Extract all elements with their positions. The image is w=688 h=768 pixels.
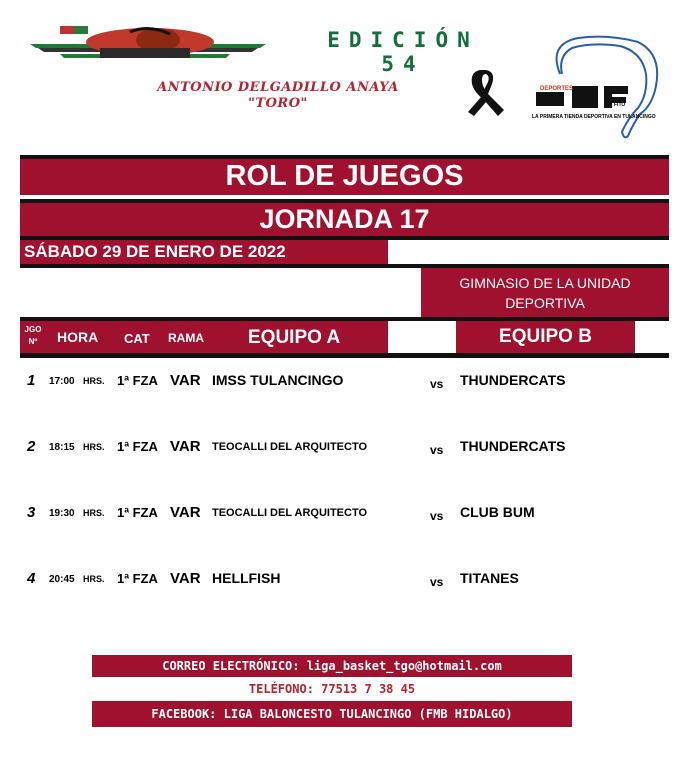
game-hrs: HRS. xyxy=(83,376,105,386)
edition-number: 54 xyxy=(381,52,425,76)
game-hrs: HRS. xyxy=(83,442,105,452)
edition-label: EDICIÓN xyxy=(327,28,479,52)
column-game-number: JGO Nº xyxy=(24,325,42,346)
sponsor-brand-top: DEPORTES xyxy=(540,86,574,92)
column-category: CAT xyxy=(124,331,150,346)
column-branch: RAMA xyxy=(168,331,204,345)
team-b: THUNDERCATS xyxy=(460,372,566,388)
sponsor-brand-bottom: FITO xyxy=(614,102,626,108)
honoree xyxy=(118,80,438,112)
game-row xyxy=(20,569,669,593)
honoree-name: ANTONIO DELGADILLO ANAYA xyxy=(157,80,399,95)
game-row xyxy=(20,437,669,461)
team-b: THUNDERCATS xyxy=(460,438,566,454)
honoree-nickname: "TORO" xyxy=(248,96,308,111)
contact-facebook: FACEBOOK: LIGA BALONCESTO TULANCINGO (FMB HIDALGO) xyxy=(92,701,572,727)
team-a: HELLFISH xyxy=(212,570,281,586)
game-hrs: HRS. xyxy=(83,574,105,584)
game-branch: VAR xyxy=(170,438,201,455)
contact-phone: TELÉFONO: 77513 7 38 45 xyxy=(92,678,572,700)
versus: vs xyxy=(430,443,444,457)
team-a: TEOCALLI DEL ARQUITECTO xyxy=(212,507,368,519)
sponsor-logo xyxy=(528,34,668,142)
round-title: JORNADA 17 xyxy=(20,199,669,237)
team-a: IMSS TULANCINGO xyxy=(212,372,344,388)
league-logo xyxy=(30,24,266,70)
game-category: 1ª FZA xyxy=(117,505,158,520)
team-b: TITANES xyxy=(460,570,519,586)
game-category: 1ª FZA xyxy=(117,439,158,454)
game-time: 18:15 xyxy=(49,442,75,453)
game-number: 3 xyxy=(27,504,36,521)
versus: vs xyxy=(430,377,444,391)
mourning-ribbon-icon xyxy=(458,66,508,118)
game-category: 1ª FZA xyxy=(117,571,158,586)
game-number: 1 xyxy=(27,372,36,389)
contact-email: CORREO ELECTRÓNICO: liga_basket_tgo@hotmail.com xyxy=(92,655,572,677)
game-branch: VAR xyxy=(170,570,201,587)
game-hrs: HRS. xyxy=(83,508,105,518)
game-time: 17:00 xyxy=(49,376,75,387)
column-team-a: EQUIPO A xyxy=(248,327,341,348)
game-number: 2 xyxy=(27,438,36,455)
game-time: 19:30 xyxy=(49,508,75,519)
team-a: TEOCALLI DEL ARQUITECTO xyxy=(212,441,368,453)
versus: vs xyxy=(430,575,444,589)
game-row xyxy=(20,503,669,527)
game-time: 20:45 xyxy=(49,574,75,585)
game-date: SÁBADO 29 DE ENERO DE 2022 xyxy=(20,240,388,264)
game-row xyxy=(20,371,669,395)
team-b: CLUB BUM xyxy=(460,504,535,520)
game-branch: VAR xyxy=(170,504,201,521)
game-number: 4 xyxy=(27,570,36,587)
game-category: 1ª FZA xyxy=(117,373,158,388)
schedule-title: ROL DE JUEGOS xyxy=(20,155,669,195)
column-time: HORA xyxy=(57,329,99,345)
column-team-b: EQUIPO B xyxy=(456,321,635,353)
sponsor-tagline: LA PRIMERA TIENDA DEPORTIVA EN TULANCINGO xyxy=(532,114,656,120)
versus: vs xyxy=(430,509,444,523)
divider xyxy=(20,353,669,358)
column-header-bar xyxy=(20,321,388,353)
venue: GIMNASIO DE LA UNIDAD DEPORTIVA xyxy=(421,268,669,317)
game-branch: VAR xyxy=(170,372,201,389)
